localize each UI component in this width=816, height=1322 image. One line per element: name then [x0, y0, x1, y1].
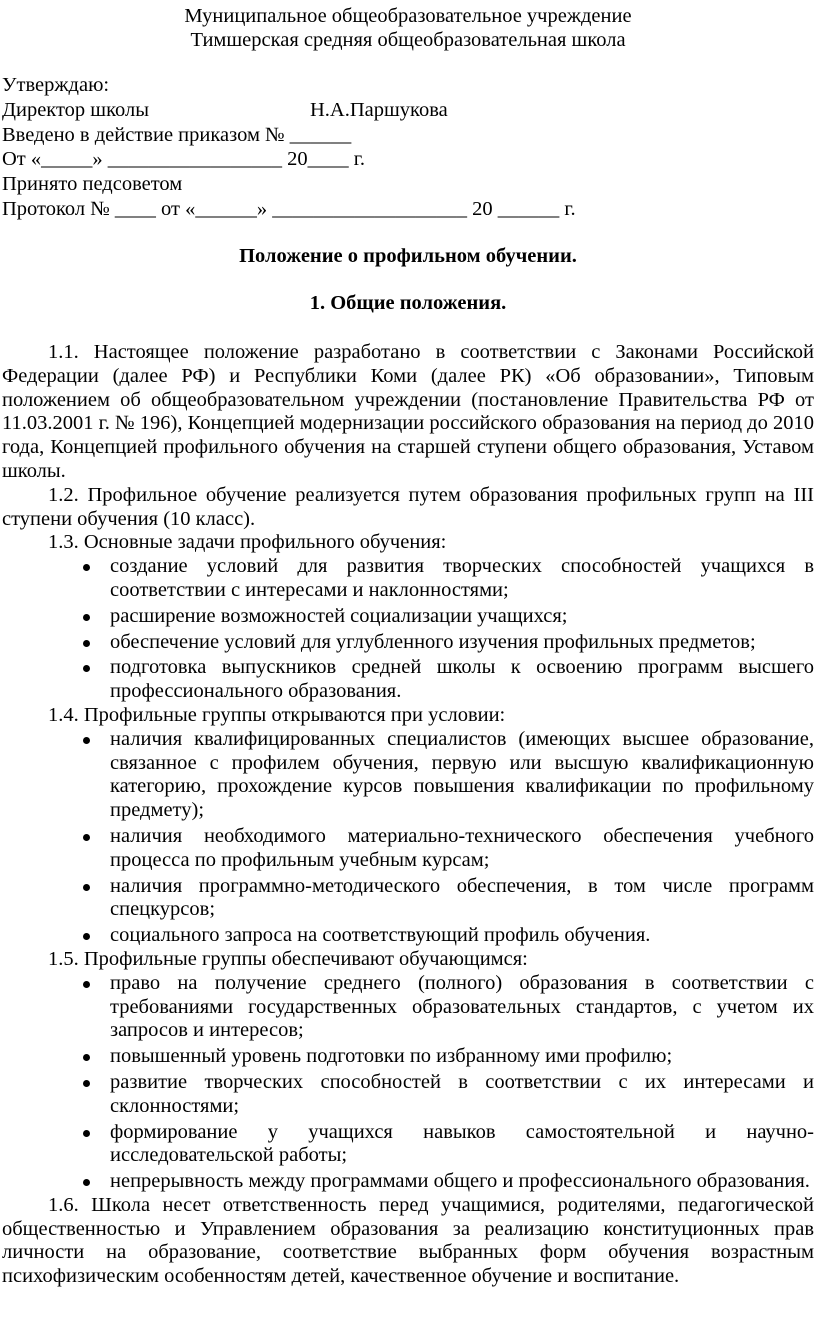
section-title: 1. Общие положения.: [309, 292, 507, 314]
institution-name: Муниципальное общеобразовательное учреждение: [184, 5, 632, 27]
paragraph-1-2: 1.2. Профильное обучение реализуется путем образования профильных групп на III ступени обучения (10 класс).: [2, 483, 814, 530]
paragraph-1-3: 1.3. Основные задачи профильного обучения:: [48, 531, 447, 554]
list-item: формирование у учащихся навыков самостоятельной и научно-исследовательской работы;: [2, 1121, 814, 1169]
bullet-icon: [83, 665, 90, 672]
director-line: [2, 99, 702, 124]
bullet-icon: [83, 1179, 90, 1186]
approval-block: [2, 74, 702, 223]
list-item: право на получение среднего (полного) образования в соответствии с требованиями государственных образовательных стандартов, с учетом их запросов и интересов;: [2, 972, 814, 1043]
list-item: расширение возможностей социализации учащихся;: [2, 605, 814, 629]
document-title: Положение о профильном обучении.: [239, 245, 577, 267]
bullet-icon: [83, 1054, 90, 1061]
order-date-line: От «_____» _________________ 20____ г.: [2, 148, 365, 171]
council-line: Принято педсоветом: [2, 173, 183, 196]
document-body: [2, 341, 814, 1289]
bullet-icon: [83, 1130, 90, 1137]
director-label: Директор школы: [2, 98, 149, 121]
list-item: создание условий для развития творческих способностей учащихся в соответствии с интересами и наклонностями;: [2, 555, 814, 603]
order-line: Введено в действие приказом № ______: [2, 123, 352, 146]
list-item: непрерывность между программами общего и профессионального образования.: [2, 1170, 814, 1194]
bullet-icon: [83, 981, 90, 988]
bullet-icon: [83, 834, 90, 841]
list-item: подготовка выпускников средней школы к освоению программ высшего профессионального образования.: [2, 656, 814, 704]
tasks-list: [2, 555, 814, 704]
bullet-icon: [83, 1080, 90, 1087]
paragraph-1-4: 1.4. Профильные группы открываются при условии:: [48, 703, 506, 726]
document-header: [0, 5, 816, 53]
protocol-line: Протокол № ____ от «______» ___________________ 20 ______ г.: [2, 197, 576, 220]
list-item: наличия квалифицированных специалистов (имеющих высшее образование, связанное с профилем обучения, первую или высшую квалификационную категорию, прохождение курсов повышения квалификации по профильному предмету);: [2, 728, 814, 823]
list-item: развитие творческих способностей в соответствии с их интересами и склонностями;: [2, 1071, 814, 1119]
list-item: наличия необходимого материально-технического обеспечения учебного процесса по профильным учебным курсам;: [2, 825, 814, 873]
bullet-icon: [83, 640, 90, 647]
approve-label: Утверждаю:: [2, 74, 110, 96]
director-name: Н.А.Паршукова: [310, 98, 448, 121]
paragraph-1-1: 1.1. Настоящее положение разработано в соответствии с Законами Российской Федерации (далее РФ) и Республики Коми (далее РК) «Об образовании», Типовым положением об общеобразовательном учреждении (постановление Правительства РФ от 11.03.2001 г. № 196), Концепцией модернизации российского образования на период до 2010 года, Концепцией профильного обучения на старшей ступени общего образования, Уставом школы.: [2, 341, 814, 482]
conditions-list: [2, 728, 814, 948]
bullet-icon: [83, 564, 90, 571]
school-name: Тимшерская средняя общеобразовательная школа: [190, 29, 626, 51]
list-item: обеспечение условий для углубленного изучения профильных предметов;: [2, 631, 814, 655]
provisions-list: [2, 972, 814, 1194]
bullet-icon: [83, 614, 90, 621]
paragraph-1-5: 1.5. Профильные группы обеспечивают обучающимся:: [48, 947, 528, 970]
bullet-icon: [83, 933, 90, 940]
paragraph-1-6: 1.6. Школа несет ответственность перед учащимися, родителями, педагогической общественностью и Управлением образования за реализацию конституционных прав личности на образование, соответствие выбранных форм обучения возрастным психофизическим особенностям детей, качественное обучение и воспитание.: [2, 1193, 814, 1288]
list-item: повышенный уровень подготовки по избранному ими профилю;: [2, 1045, 814, 1069]
list-item: наличия программно-методического обеспечения, в том числе программ спецкурсов;: [2, 875, 814, 923]
list-item: социального запроса на соответствующий профиль обучения.: [2, 924, 814, 948]
bullet-icon: [83, 737, 90, 744]
bullet-icon: [83, 884, 90, 891]
